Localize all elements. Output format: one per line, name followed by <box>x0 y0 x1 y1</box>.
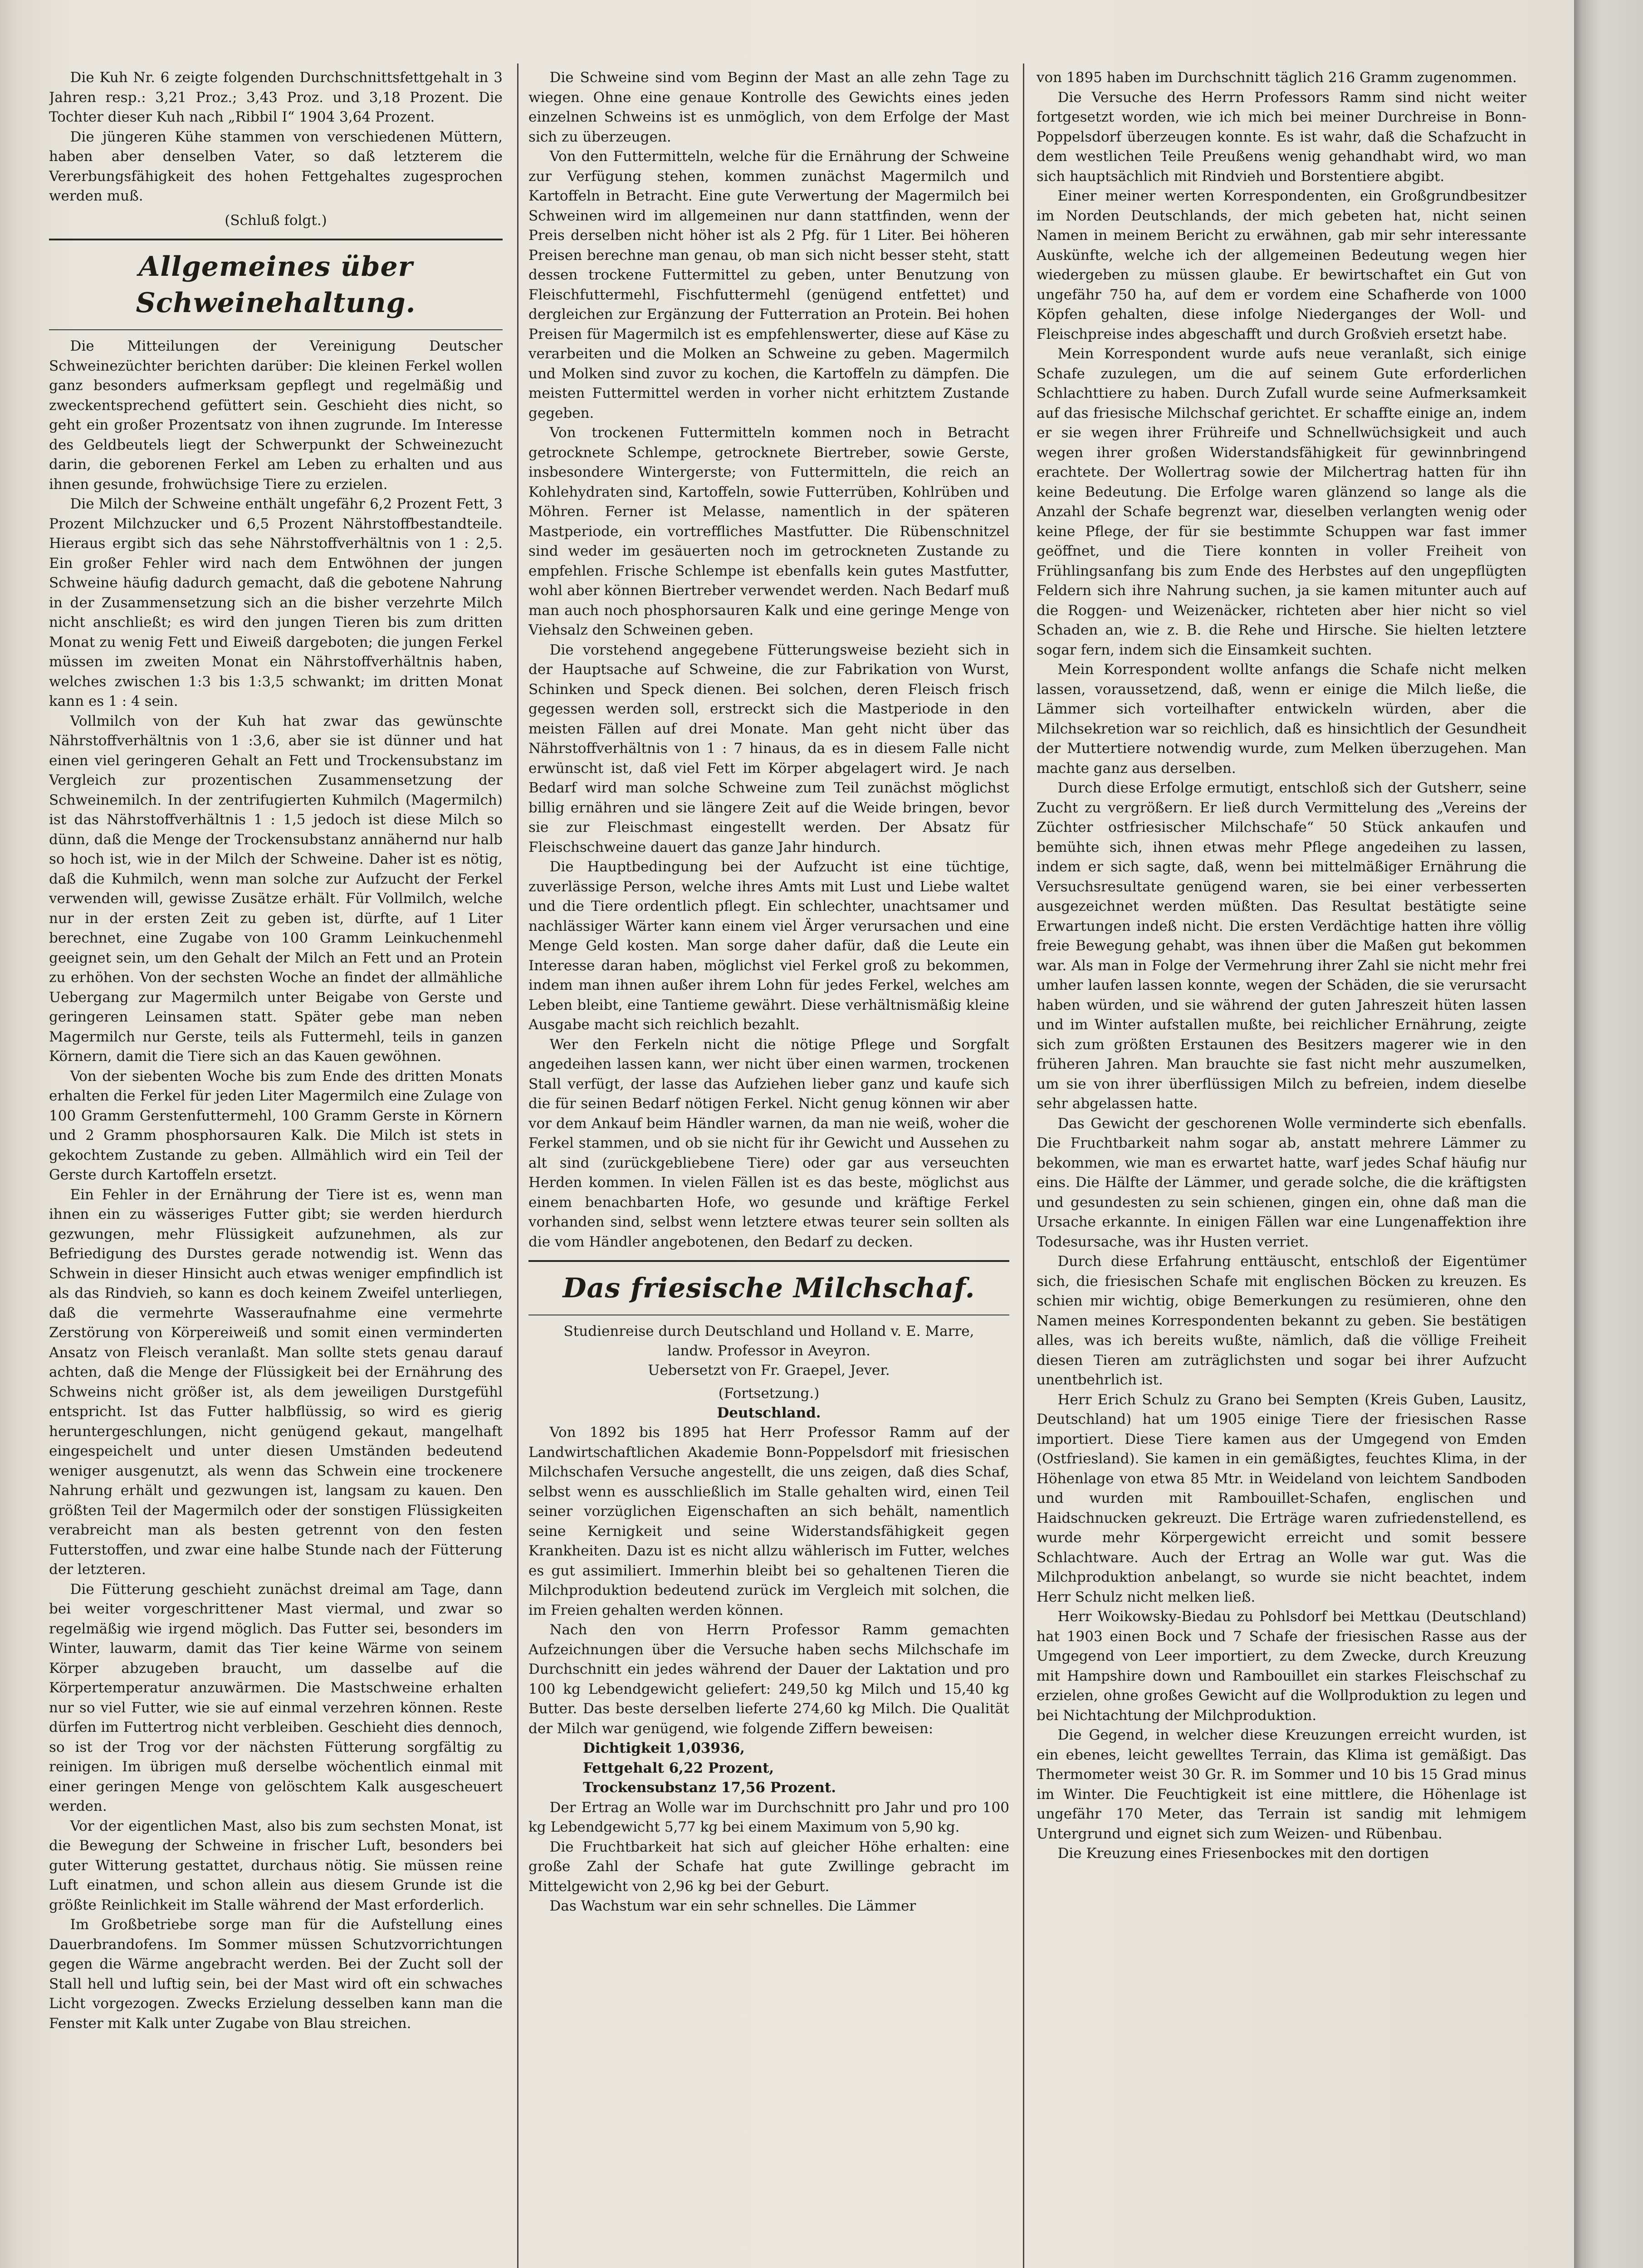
paragraph: Vollmilch von der Kuh hat zwar das gewünschte Nährstoffverhältnis von 1 :3,6, aber sie ist dünner und hat einen viel geringeren Gehalt an Fett und Trockensubstanz im Vergleich zur prozentischen Zusammensetzung der Schweinemilch. In der zentrifugierten Kuhmilch (Magermilch) ist das Nährstoffverhältnis 1 : 1,5 jedoch ist diese Milch so dünn, daß die Menge der Trockensubstanz annähernd nur halb so hoch ist, wie in der Milch der Schweine. Daher ist es nötig, daß die Kuhmilch, wenn man solche zur Aufzucht der Ferkel verwenden will, gewisse Zusätze erhält. Für Vollmilch, welche nur in der ersten Zeit zu geben ist, dürfte, auf 1 Liter berechnet, eine Zugabe von 100 Gramm Leinkuchenmehl geeignet sein, um den Gehalt der Milch an Fett und an Protein zu erhöhen. Von der sechsten Woche an findet der allmähliche Uebergang zur Magermilch unter Beigabe von Gerste und geringeren Leinsamen statt. Später gebe man neben Magermilch nur Gerste, teils als Futtermehl, teils in ganzen Körnern, damit die Tiere sich an das Kauen gewöhnen. <box>49 713 503 1065</box>
paragraph: Die Kuh Nr. 6 zeigte folgenden Durchschnittsfettgehalt in 3 Jahren resp.: 3,21 Proz.; 3,43 Proz. und 3,18 Prozent. Die Tochter dieser Kuh nach „Ribbil I“ 1904 3,64 Prozent. <box>49 69 503 125</box>
paragraph: Die Hauptbedingung bei der Aufzucht ist eine tüchtige, zuverlässige Person, welche ihres Amts mit Lust und Liebe waltet und die Tiere ordentlich pflegt. Ein schlechter, unachtsamer und nachlässiger Wärter kann einem viel Ärger verursachen und eine Menge Geld kosten. Man sorge daher dafür, daß die Leute ein Interesse daran haben, möglichst viel Ferkel groß zu bekommen, indem man ihnen außer ihrem Lohn für jedes Ferkel, welches am Leben bleibt, eine Tantieme gewährt. Diese verhältnismäßig kleine Ausgabe macht sich reichlich bezahlt. <box>528 859 1009 1033</box>
paragraph: Der Ertrag an Wolle war im Durchschnitt pro Jahr und pro 100 kg Lebendgewicht 5,77 kg bei einem Maximum von 5,90 kg. <box>528 1799 1009 1835</box>
paragraph: Ein Fehler in der Ernährung der Tiere ist es, wenn man ihnen ein zu wässeriges Futter gibt; sie werden hierdurch gezwungen, mehr Flüssigkeit aufzunehmen, als zur Befriedigung des Durstes gerade notwendig ist. Wenn das Schwein in dieser Hinsicht auch etwas weniger empfindlich ist als das Rindvieh, so kann es doch keinem Zweifel unterliegen, daß die vermehrte Wasseraufnahme eine vermehrte Zerstörung von Körpereiweiß und somit einen verminderten Ansatz von Fleisch veranlaßt. Man sollte stets genau darauf achten, daß die Menge der Flüssigkeit bei der Ernährung des Schweins nicht größer ist, als dem jeweiligen Durstgefühl entspricht. Ist das Futter halbflüssig, so wird es gierig heruntergeschlungen, nicht genügend gekaut, mangelhaft eingespeichelt und unter diesen Umständen bedeutend weniger ausgenutzt, als wenn das Schwein eine trockenere Nahrung erhält und gezwungen ist, langsam zu kauen. Den größten Teil der Magermilch oder der sonstigen Flüssigkeiten verabreicht man als besten getrennt von den festen Futterstoffen, und zwar eine halbe Stunde nach der Fütterung der letzteren. <box>49 1186 503 1578</box>
paragraph: Die vorstehend angegebene Fütterungsweise bezieht sich in der Hauptsache auf Schweine, die zur Fabrikation von Wurst, Schinken und Speck dienen. Bei solchen, deren Fleisch frisch gegessen werden soll, erstreckt sich die Mastperiode in den meisten Fällen auf drei Monate. Man geht nicht über das Nährstoffverhältnis von 1 : 7 hinaus, da es in diesem Falle nicht erwünscht ist, daß viel Fett im Körper abgelagert wird. Je nach Bedarf wird man solche Schweine zum Teil zunächst möglichst billig ernähren und sie längere Zeit auf die Weide bringen, bevor sie zur Fleischmast eingestellt werden. Der Absatz für Fleischschweine dauert das ganze Jahr hindurch. <box>528 641 1009 855</box>
section-rule <box>49 239 503 240</box>
paragraph: Die Versuche des Herrn Professors Ramm sind nicht weiter fortgesetzt worden, wie ich mich bei meiner Durchreise in Bonn-Poppelsdorf überzeugen konnte. Es ist wahr, daß die Schafzucht in dem westlichen Teile Preußens wenig gehandhabt wird, wo man sich hauptsächlich mit Rindvieh und Borstentiere abgibt. <box>1037 89 1526 185</box>
paragraph: Vor der eigentlichen Mast, also bis zum sechsten Monat, ist die Bewegung der Schweine in frischer Luft, besonders bei guter Witterung gestattet, durchaus nötig. Sie müssen reine Luft einatmen, und schon allein aus diesem Grunde ist die größte Reinlichkeit im Stalle während der Mast erforderlich. <box>49 1818 503 1913</box>
paragraph: Einer meiner werten Korrespondenten, ein Großgrundbesitzer im Norden Deutschlands, der mich gebeten hat, nicht seinen Namen in meinem Bericht zu erwähnen, gab mir sehr interessante Auskünfte, welche ich der allgemeinen Bedeutung wegen hier wiedergeben zu müssen glaube. Er bewirtschaftet ein Gut von ungefähr 750 ha, auf dem er vordem eine Schafherde von 1000 Köpfen gehalten, diese infolge Niederganges der Woll- und Fleischpreise indes abgeschafft und durch Großvieh ersetzt habe. <box>1037 188 1526 342</box>
paragraph: Durch diese Erfolge ermutigt, entschloß sich der Gutsherr, seine Zucht zu vergrößern. Er ließ durch Vermittelung des „Vereins der Züchter ostfriesischer Milchschafe“ 50 Stück ankaufen und bemühte sich, ihnen etwas mehr Pflege angedeihen zu lassen, indem er sich sagte, daß, wenn bei mittelmäßiger Ernährung die Versuchsresultate genügend waren, sie bei einer verbesserten ausgezeichnet werden müßten. Das Resultat bestätigte seine Erwartungen indeß nicht. Die ersten Verdächtige hatten ihre völlig freie Bewegung gehabt, was ihnen über die Maßen gut bekommen war. Als man in Folge der Vermehrung ihrer Zahl sie nicht mehr frei umher laufen lassen konnte, wegen der Schäden, die sie verursacht haben würden, und sie während der guten Jahreszeit hüten lassen und im Winter aufstallen mußte, bei reichlicher Ernährung, zeigte sich zum größten Erstaunen des Besitzers magerer wie in den früheren Jahren. Man brauchte sie fast nicht mehr auszumelken, um sie von ihrer überflüssigen Milch zu befreien, indem dieselbe sehr abgelassen hatte. <box>1037 780 1526 1112</box>
article-heading: Allgemeines über Schweinehaltung. <box>136 251 416 319</box>
paragraph: Herr Woikowsky-Biedau zu Pohlsdorf bei Mettkau (Deutschland) hat 1903 einen Bock und 7 Schafe der friesischen Rasse aus der Umgegend von Leer importiert, zu dem Zwecke, durch Kreuzung mit Hampshire down und Rambouillet ein starkes Fleischschaf zu erzielen, ohne großes Gewicht auf die Wollproduktion zu legen und bei Nichtachtung der Milchproduktion. <box>1037 1608 1526 1724</box>
byline: Studienreise durch Deutschland und Holland v. E. Marre, <box>563 1323 974 1339</box>
subheading: Deutschland. <box>717 1405 821 1421</box>
translator-line: Uebersetzt von Fr. Graepel, Jever. <box>648 1362 890 1378</box>
paragraph: Die Milch der Schweine enthält ungefähr 6,2 Prozent Fett, 3 Prozent Milchzucker und 6,5 Prozent Nährstoffbestandteile. Hieraus ergibt sich das sehe Nährstoffverhältnis von 1 : 2,5. Ein großer Fehler wird nach dem Entwöhnen der jungen Schweine häufig dadurch gemacht, daß die gebotene Nahrung in der Zusammensetzung sich an die bisher verzehrte Milch nicht anschließt; es wird den jungen Tieren bis zum dritten Monat zu wenig Fett und Eiweiß dargeboten; die jungen Ferkel müssen im zweiten Monat ein Nährstoffverhältnis haben, welches zwischen 1:3 bis 1:3,5 schwankt; im dritten Monat kann es 1 : 4 sein. <box>49 496 503 709</box>
closing-note: (Schluß folgt.) <box>225 212 327 229</box>
paragraph: Die Mitteilungen der Vereinigung Deutscher Schweinezüchter berichten darüber: Die kleinen Ferkel wollen ganz besonders aufmerksam gepflegt und regelmäßig und zweckentsprechend gefüttert sein. Geschieht dies nicht, so geht ein großer Prozentsatz von ihnen zugrunde. Im Interesse des Geldbeutels liegt der Schwerpunkt der Schweinezucht darin, die geborenen Ferkel am Leben zu erhalten und aus ihnen gesunde, frohwüchsige Tiere zu erzielen. <box>49 338 503 493</box>
paragraph: Die Schweine sind vom Beginn der Mast an alle zehn Tage zu wiegen. Ohne eine genaue Kontrolle des Gewichts eines jeden einzelnen Schweins ist es unmöglich, von dem Erfolge der Mast sich zu überzeugen. <box>528 69 1009 145</box>
column-3 <box>1037 68 1526 2268</box>
paragraph: Von den Futtermitteln, welche für die Ernährung der Schweine zur Verfügung stehen, kommen zunächst Magermilch und Kartoffeln in Betracht. Eine gute Verwertung der Magermilch bei Schweinen wird im allgemeinen nur dann stattfinden, wenn der Preis derselben nicht höher ist als 2 Pfg. für 1 Liter. Bei höheren Preisen berechne man genau, ob man sich nicht besser steht, statt dessen trockene Futtermittel zu geben, unter Benutzung von Fleischfuttermehl, Fischfuttermehl (genügend entfettet) und dergleichen zur Ergänzung der Futterration an Protein. Bei hohen Preisen für Magermilch ist es empfehlenswerter, diese auf Käse zu verarbeiten und die Molken an Schweine zu geben. Magermilch und Molken sind zuvor zu kochen, die Kartoffeln zu dämpfen. Die meisten Futtermittel werden in vorher nicht erhitztem Zustande gegeben. <box>528 148 1009 421</box>
paragraph: Im Großbetriebe sorge man für die Aufstellung eines Dauerbrandofens. Im Sommer müssen Schutzvorrichtungen gegen die Wärme angebracht werden. Bei der Zucht soll der Stall hell und luftig sein, bei der Mast wird oft ein schwaches Licht vorgezogen. Zwecks Erzielung desselben kann man die Fenster mit Kalk unter Zugabe von Blau streichen. <box>49 1916 503 2032</box>
section-rule <box>528 1260 1009 1262</box>
stat-line: Fettgehalt 6,22 Prozent, <box>583 1760 774 1776</box>
paragraph: Das Wachstum war ein sehr schnelles. Die Lämmer <box>549 1898 916 1914</box>
paragraph: Mein Korrespondent wollte anfangs die Schafe nicht melken lassen, voraussetzend, daß, wenn er einige die Milch ließe, die Lämmer sich vorteilhafter entwickeln würden, aber die Milchsekretion war so reichlich, daß es hinsichtlich der Gesundheit der Muttertiere notwendig wurde, zum Melken überzugehen. Man machte ganz aus derselben. <box>1037 661 1526 777</box>
byline: landw. Professor in Aveyron. <box>667 1343 870 1359</box>
heading-rule <box>49 329 503 330</box>
paragraph: Die jüngeren Kühe stammen von verschiedenen Müttern, haben aber denselben Vater, so daß letzterem die Vererbungsfähigkeit des hohen Fettgehaltes zugesprochen werden muß. <box>49 128 503 204</box>
column-rule-2 <box>1023 64 1024 2268</box>
paragraph: Von der siebenten Woche bis zum Ende des dritten Monats erhalten die Ferkel für jeden Liter Magermilch eine Zulage von 100 Gramm Gerstenfuttermehl, 100 Gramm Gerste in Körnern und 2 Gramm phosphorsauren Kalk. Die Milch ist stets in gekochtem Zustande zu geben. Allmählich wird ein Teil der Gerste durch Kartoffeln ersetzt. <box>49 1068 503 1183</box>
stat-line: Trockensubstanz 17,56 Prozent. <box>583 1779 836 1796</box>
continued-note: (Fortsetzung.) <box>718 1385 820 1402</box>
paragraph: Wer den Ferkeln nicht die nötige Pflege und Sorgfalt angedeihen lassen kann, wer nicht über einen warmen, trockenen Stall verfügt, der lasse das Aufziehen lieber ganz und kaufe sich die für seinen Bedarf nötigen Ferkel. Nicht genug können wir aber vor dem Ankauf beim Händler warnen, da man nie weiß, woher die Ferkel stammen, und ob sie nicht für ihr Gewicht und Aussehen zu alt sind (zurückgebliebene Tiere) oder gar aus verseuchten Herden kommen. In vielen Fällen ist es das beste, möglichst aus einem benachbarten Hofe, wo gesunde und kräftige Ferkel vorhanden sind, selbst wenn letztere etwas teurer sein sollten als die vom Händler angebotenen, den Bedarf zu decken. <box>528 1036 1009 1250</box>
column-2 <box>528 68 1009 2268</box>
paragraph: Die Fütterung geschieht zunächst dreimal am Tage, dann bei weiter vorgeschrittener Mast viermal, und zwar so regelmäßig wie irgend möglich. Das Futter sei, besonders im Winter, lauwarm, damit das Tier keine Wärme von seinem Körper abzugeben braucht, um dasselbe auf die Körpertemperatur anzuwärmen. Die Mastschweine erhalten nur so viel Futter, wie sie auf einmal verzehren können. Reste dürfen im Futtertrog nicht verbleiben. Geschieht dies dennoch, so ist der Trog vor der nächsten Fütterung sorgfältig zu reinigen. Im übrigen muß derselbe wöchentlich einmal mit einer geringen Menge von gelöschtem Kalk ausgescheuert werden. <box>49 1581 503 1814</box>
paragraph: von 1895 haben im Durchschnitt täglich 216 Gramm zugenommen. <box>1037 69 1517 86</box>
paragraph: Von 1892 bis 1895 hat Herr Professor Ramm auf der Landwirtschaftlichen Akademie Bonn-Poppelsdorf mit friesischen Milchschafen Versuche angestellt, die uns zeigen, daß dies Schaf, selbst wenn es ausschließlich im Stalle gehalten wird, einen Teil seiner vorzüglichen Eigenschaften an sich behält, namentlich seine Kernigkeit und seine Widerstandsfähigkeit gegen Krankheiten. Dazu ist es nicht allzu wählerisch im Futter, welches es gut assimiliert. Immerhin bleibt bei so gehaltenen Tieren die Milchproduktion bedeutend zurück im Vergleich mit solchen, die im Freien gehalten werden können. <box>528 1424 1009 1618</box>
paragraph: Die Fruchtbarkeit hat sich auf gleicher Höhe erhalten: eine große Zahl der Schafe hat gute Zwillinge gebracht im Mittelgewicht von 2,96 kg bei der Geburt. <box>528 1838 1009 1895</box>
paragraph: Die Gegend, in welcher diese Kreuzungen erreicht wurden, ist ein ebenes, leicht gewelltes Terrain, das Klima ist gemäßigt. Das Thermometer weist 30 Gr. R. im Sommer und 10 bis 15 Grad minus im Winter. Die Feuchtigkeit ist eine mittlere, die Höhenlage ist ungefähr 170 Meter, das Terrain ist sandig mit lehmigem Untergrund und eignet sich zum Weizen- und Rübenbau. <box>1037 1727 1526 1842</box>
page-edge <box>1574 0 1643 2268</box>
paragraph: Nach den von Herrn Professor Ramm gemachten Aufzeichnungen über die Versuche haben sechs Milchschafe im Durchschnitt ein jedes während der Dauer der Laktation und pro 100 kg Lebendgewicht geliefert: 249,50 kg Milch und 15,40 kg Butter. Das beste derselben lieferte 274,60 kg Milch. Die Qualität der Milch war genügend, wie folgende Ziffern beweisen: <box>528 1622 1009 1737</box>
paragraph: Von trockenen Futtermitteln kommen noch in Betracht getrocknete Schlempe, getrocknete Biertreber, sowie Gerste, insbesondere Wintergerste; von Futtermitteln, die reich an Kohlehydraten sind, Kartoffeln, sowie Futterrüben, Kohlrüben und Möhren. Ferner ist Melasse, namentlich in der späteren Mastperiode, ein vortreffliches Mastfutter. Die Rübenschnitzel sind weder im gesäuerten noch im getrockneten Zustande zu empfehlen. Frische Schlempe ist ebenfalls kein gutes Mastfutter, wohl aber können Biertreber verwendet werden. Nach Bedarf muß man auch noch phosphorsauren Kalk und eine geringe Menge von Viehsalz den Schweinen geben. <box>528 425 1009 638</box>
paragraph: Herr Erich Schulz zu Grano bei Sempten (Kreis Guben, Lausitz, Deutschland) hat um 1905 einige Tiere der friesischen Rasse importiert. Diese Tiere kamen aus der Umgegend von Emden (Ostfriesland). Sie kamen in ein gemäßigtes, feuchtes Klima, in der Höhenlage von etwa 85 Mtr. in Weideland von leichtem Sandboden und wurden mit Rambouillet-Schafen, englischen und Haidschnucken gekreuzt. Die Erträge waren zufriedenstellend, es wurde mehr Körpergewicht erreicht und somit bessere Schlachtware. Auch der Ertrag an Wolle war gut. Was die Milchproduktion anbelangt, so wurde sie nicht beachtet, indem Herr Schulz nicht melken ließ. <box>1037 1391 1526 1605</box>
paragraph: Durch diese Erfahrung enttäuscht, entschloß der Eigentümer sich, die friesischen Schafe mit englischen Böcken zu kreuzen. Es schien mir wichtig, obige Bemerkungen zu resümieren, ohne den Namen meines Korrespondenten bekannt zu geben. Sie bestätigen alles, was ich bereits wußte, nämlich, daß die völlige Freiheit diesen Tieren am zuträglichsten und sogar bei ihrer Aufzucht unentbehrlich ist. <box>1037 1253 1526 1388</box>
article-heading: Das friesische Milchschaf. <box>562 1272 975 1304</box>
paragraph: Die Kreuzung eines Friesenbockes mit den dortigen <box>1057 1845 1429 1862</box>
paragraph: Mein Korrespondent wurde aufs neue veranlaßt, sich einige Schafe zuzulegen, um die auf seinem Gute erforderlichen Schlachttiere zu haben. Durch Zufall wurde seine Aufmerksamkeit auf das friesische Milchschaf gerichtet. Er schaffte einige an, indem er sie wegen ihrer Frühreife und Schnellwüchsigkeit und auch wegen ihrer großen Widerstandsfähigkeit für gewinnbringend erachtete. Der Wollertrag sowie der Milchertrag hatten für ihn keine Bedeutung. Die Erfolge waren glänzend so lange als die Anzahl der Schafe begrenzt war, dieselben verlangten wenig oder keine Pflege, der für sie bestimmte Schuppen war fast immer geöffnet, und die Tiere konnten in voller Freiheit von Frühlingsanfang bis zum Ende des Herbstes auf den ungepflügten Feldern sich ihre Nahrung suchen, ja sie kamen mitunter auch auf die Roggen- und Weizenäcker, richteten aber hier nicht so viel Schaden an, wie z. B. die Rehe und Hirsche. Sie hielten letztere sogar fern, indem sich die Einsamkeit suchten. <box>1037 346 1526 658</box>
stat-line: Dichtigkeit 1,03936, <box>583 1740 745 1756</box>
column-1 <box>49 68 503 2268</box>
paragraph: Das Gewicht der geschorenen Wolle verminderte sich ebenfalls. Die Fruchtbarkeit nahm sogar ab, anstatt mehrere Lämmer zu bekommen, wie man es erwartet hatte, warf jedes Schaf häufig nur eins. Die Hälfte der Lämmer, und gerade solche, die die kräftigsten und gesundesten zu sein schienen, gingen ein, ohne daß man die Ursache erkannte. In einigen Fällen war eine Lungenaffektion ihre Todesursache, was ihr Husten verriet. <box>1037 1115 1526 1250</box>
column-rule-1 <box>517 64 518 2268</box>
